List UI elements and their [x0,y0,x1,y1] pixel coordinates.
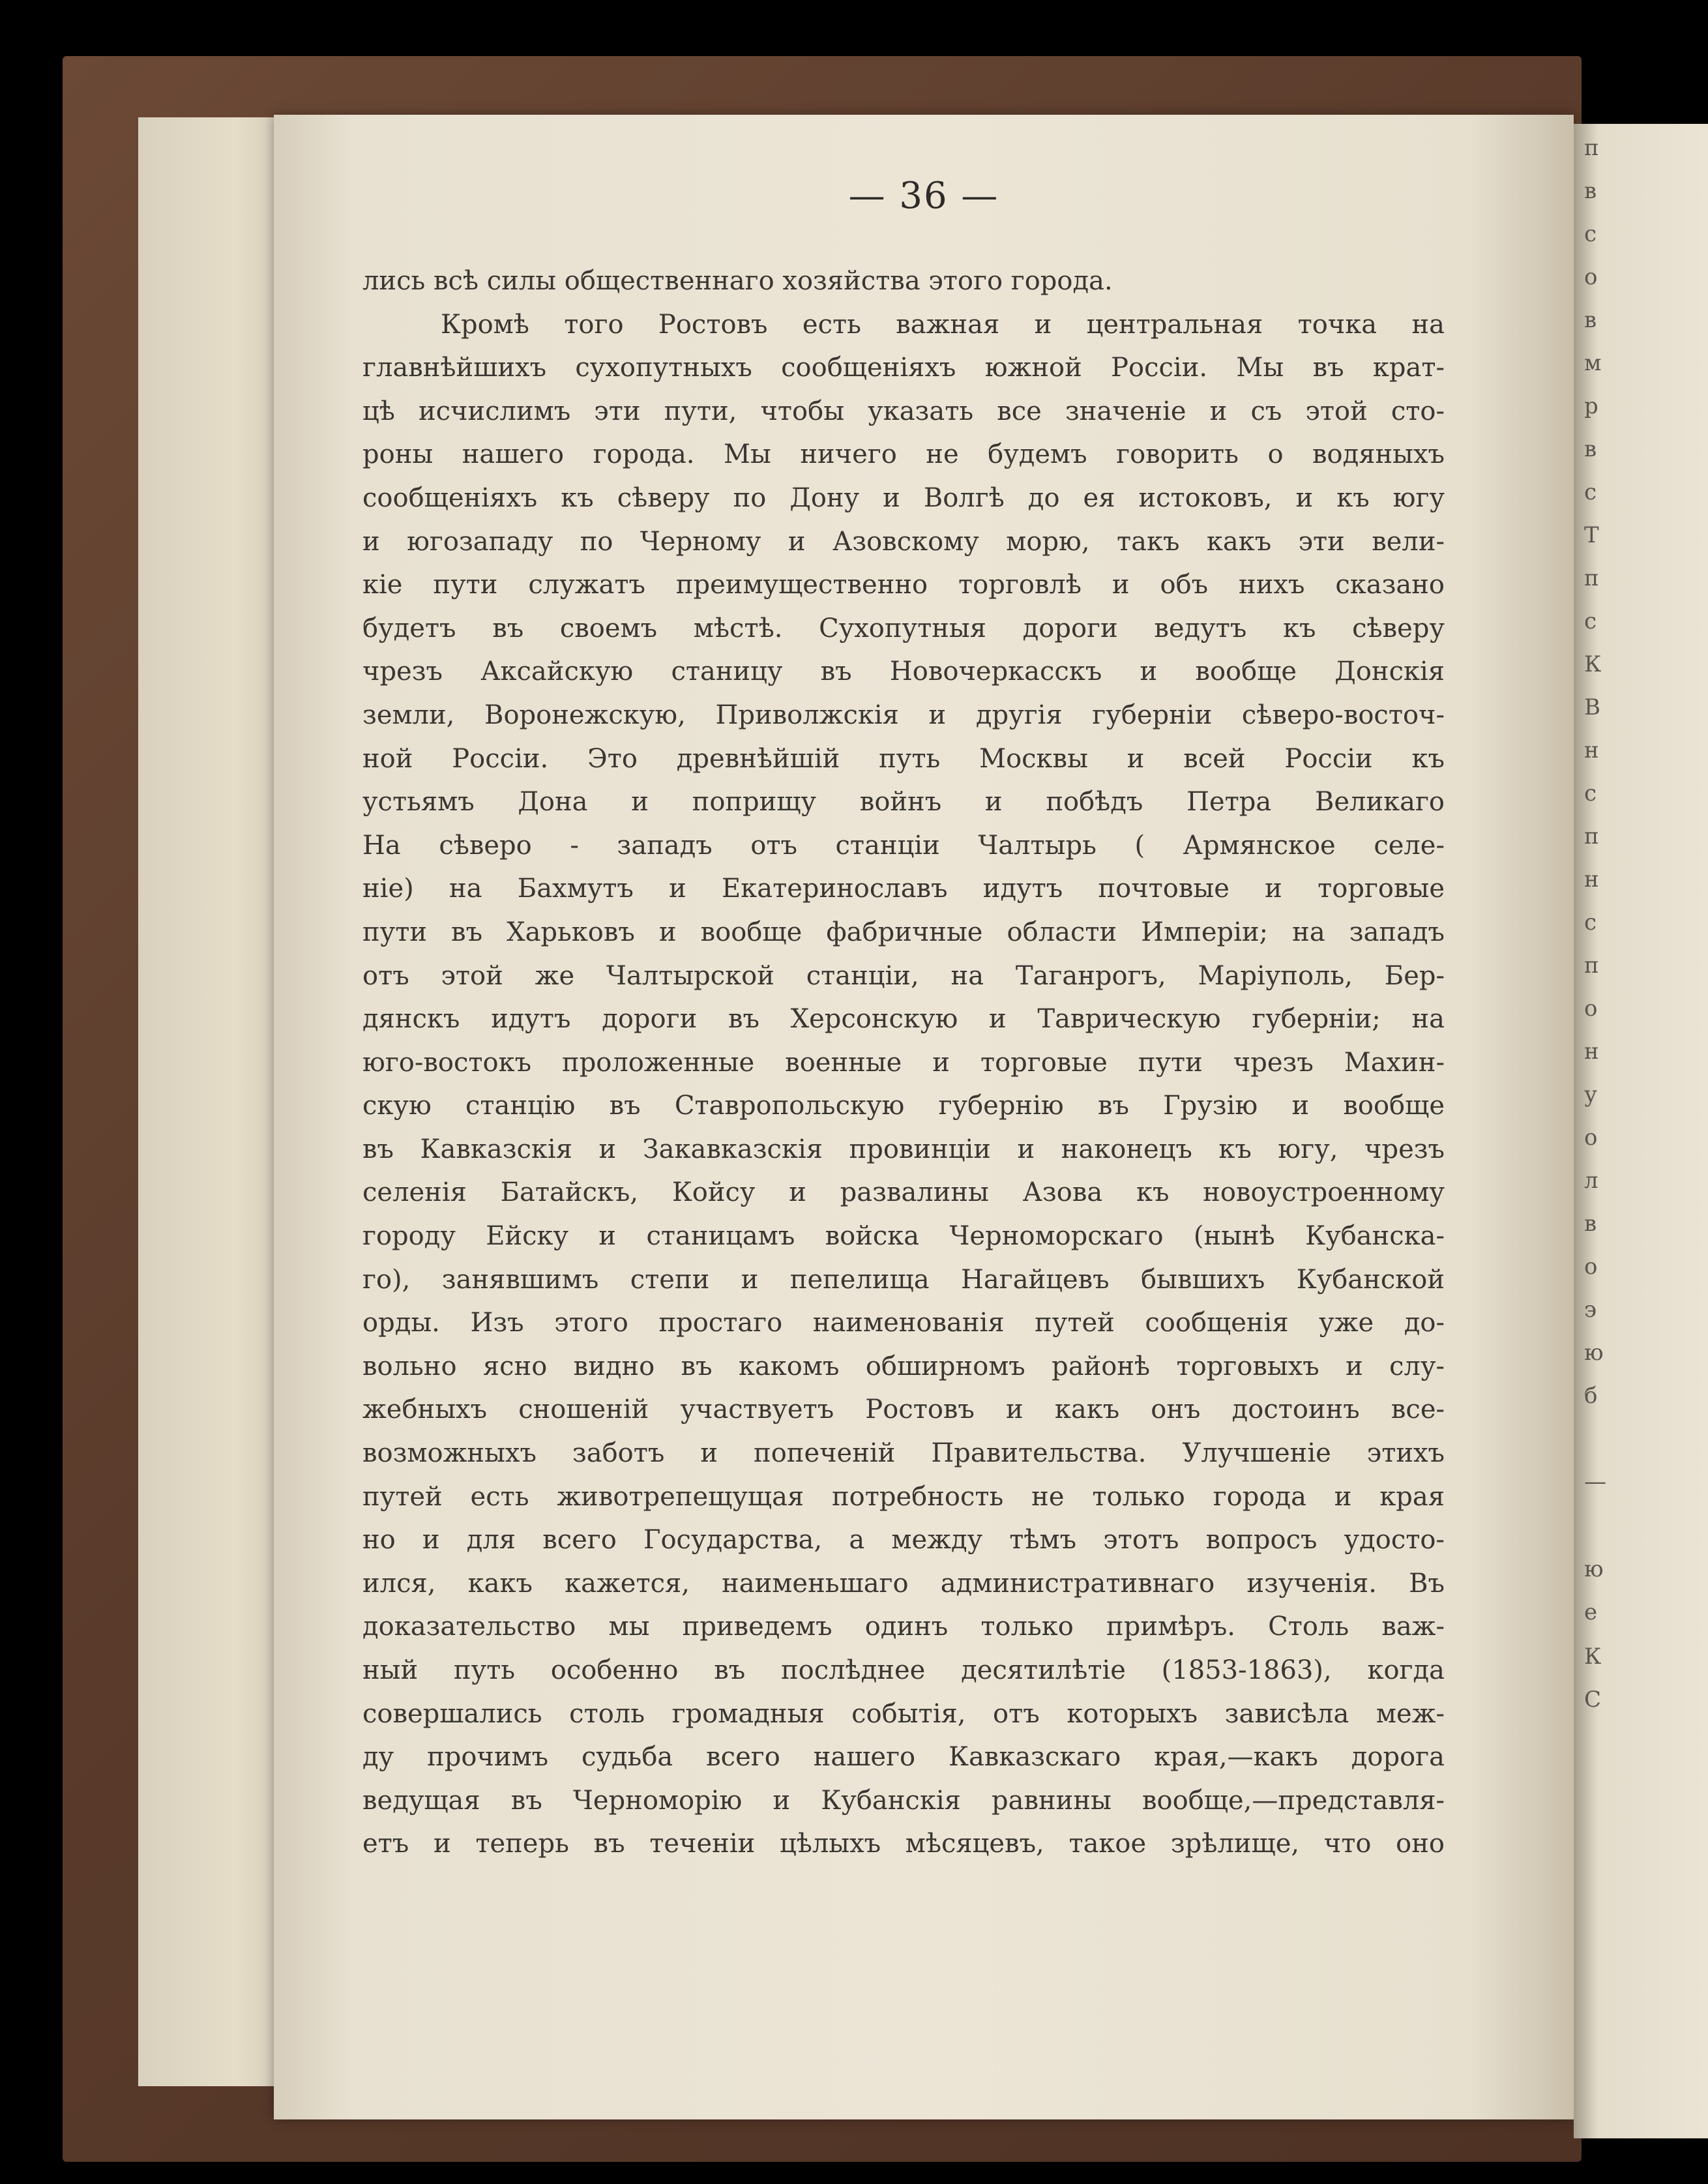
facing-page-fragment: э [1584,1297,1597,1323]
text-line: жебныхъ сношеній участвуетъ Ростовъ и какъ онъ достоинъ все- [362,1395,1445,1425]
facing-page-fragment: в [1584,178,1597,204]
facing-page-fragment: о [1584,1125,1598,1151]
text-line: но и для всего Государства, а между тѣмъ этотъ вопросъ удосто- [362,1525,1445,1556]
facing-page-fragment: л [1584,1168,1598,1194]
facing-page-fragment: ю [1584,1556,1604,1582]
text-line: етъ и теперь въ теченіи цѣлыхъ мѣсяцевъ, такое зрѣлище, что оно [362,1829,1445,1859]
facing-page-fragment: п [1584,823,1599,849]
facing-page-fragment: н [1584,1039,1599,1065]
facing-page-fragment: р [1584,393,1598,419]
facing-page-fragment: е [1584,1599,1598,1625]
facing-page-fragment: в [1584,436,1597,462]
facing-page-fragment: К [1584,651,1602,677]
facing-page-fragment: м [1584,350,1602,376]
text-line: устьямъ Дона и поприщу войнъ и побѣдъ Петра Великаго [362,787,1445,818]
facing-page-fragment: К [1584,1644,1602,1670]
text-line: цѣ исчислимъ эти пути, чтобы указать все значеніе и съ этой сто- [362,396,1445,426]
facing-page-fragment: — [1584,1469,1606,1495]
text-line: земли, Воронежскую, Приволжскія и другія губерніи сѣверо-восточ- [362,700,1445,730]
facing-page-fragment: с [1584,479,1597,505]
text-line: путей есть животрепещущая потребность не только города и края [362,1481,1445,1512]
text-line: совершались столь громадныя событія, отъ которыхъ зависѣла меж- [362,1698,1445,1729]
text-line: орды. Изъ этого простаго наименованія путей сообщенія уже до- [362,1308,1445,1338]
text-line: Кромѣ того Ростовъ есть важная и центральная точка на [441,309,1445,340]
text-line: главнѣйшихъ сухопутныхъ сообщеніяхъ южной Россіи. Мы въ крат- [362,353,1445,383]
text-line: роны нашего города. Мы ничего не будемъ говорить о водяныхъ [362,439,1445,470]
facing-page-fragment: у [1584,1082,1598,1108]
facing-page-fragment: о [1584,996,1598,1022]
text-line: дянскъ идутъ дороги въ Херсонскую и Таврическую губерніи; на [362,1004,1445,1035]
text-line: будетъ въ своемъ мѣстѣ. Сухопутныя дороги ведутъ къ сѣверу [362,613,1445,643]
page-number: — 36 — [848,175,999,217]
text-line: На сѣверо - западъ отъ станціи Чалтырь ( Армянское селе- [362,830,1445,861]
text-line: селенія Батайскъ, Койсу и развалины Азова къ новоустроенному [362,1177,1445,1208]
facing-page-fragment: п [1584,952,1599,979]
text-line: доказательство мы приведемъ одинъ только примѣръ. Столь важ- [362,1612,1445,1642]
text-line: вольно ясно видно въ какомъ обширномъ районѣ торговыхъ и слу- [362,1351,1445,1381]
page-text [362,259,1445,1866]
facing-page-fragment: В [1584,694,1600,720]
text-line: ведущая въ Черноморію и Кубанскія равнины вообще,—представля- [362,1785,1445,1816]
text-line: ніе) на Бахмутъ и Екатеринославъ идутъ почтовые и торговые [362,874,1445,904]
text-line: кіе пути служатъ преимущественно торговлѣ и объ нихъ сказано [362,570,1445,600]
text-line: го), занявшимъ степи и пепелища Нагайцевъ бывшихъ Кубанской [362,1264,1445,1295]
text-line: возможныхъ заботъ и попеченій Правительства. Улучшеніе этихъ [362,1438,1445,1469]
facing-page-fragment: в [1584,307,1597,333]
text-line: ду прочимъ судьба всего нашего Кавказскаго края,—какъ дорога [362,1742,1445,1773]
facing-page-fragment: н [1584,737,1599,763]
text-line: ился, какъ кажется, наименьшаго административнаго изученія. Въ [362,1568,1445,1599]
facing-page-fragment: с [1584,780,1597,806]
text-line: и югозападу по Черному и Азовскому морю, такъ какъ эти вели- [362,526,1445,557]
book-page [274,115,1574,2119]
text-line: скую станцію въ Ставропольскую губернію въ Грузію и вообще [362,1091,1445,1121]
facing-page-fragment: ю [1584,1340,1604,1366]
facing-page-fragment: с [1584,608,1597,634]
text-line: отъ этой же Чалтырской станціи, на Таганрогъ, Маріуполь, Бер- [362,960,1445,991]
facing-page-fragment: п [1584,565,1599,591]
facing-page-fragment: о [1584,1254,1598,1280]
text-line: ный путь особенно въ послѣднее десятилѣтіе (1853-1863), когда [362,1655,1445,1685]
text-line: ной Россіи. Это древнѣйшій путь Москвы и всей Россіи къ [362,743,1445,774]
facing-page-fragment: Т [1584,522,1599,548]
text-line: городу Ейску и станицамъ войска Черноморскаго (нынѣ Кубанска- [362,1221,1445,1252]
facing-page-fragment: о [1584,264,1598,290]
text-line: въ Кавказскія и Закавказскія провинціи и наконецъ къ югу, чрезъ [362,1134,1445,1164]
facing-page-fragment: н [1584,866,1599,893]
text-line: пути въ Харьковъ и вообще фабричные области Имперіи; на западъ [362,917,1445,947]
text-line: сообщеніяхъ къ сѣверу по Дону и Волгѣ до ея истоковъ, и къ югу [362,482,1445,513]
facing-page-fragment: п [1584,135,1599,161]
facing-page-fragment: б [1584,1383,1598,1409]
facing-page-fragment: в [1584,1211,1597,1237]
facing-page-fragment: с [1584,909,1597,936]
text-line: лись всѣ силы общественнаго хозяйства этого города. [362,266,1113,296]
text-line: чрезъ Аксайскую станицу въ Новочеркасскъ и вообще Донскія [362,657,1445,687]
facing-page-fragment: С [1584,1687,1602,1713]
text-line: юго-востокъ проложенные военные и торговые пути чрезъ Махин- [362,1047,1445,1078]
facing-page-fragment: с [1584,221,1597,247]
facing-page-edge [1574,124,1708,2138]
